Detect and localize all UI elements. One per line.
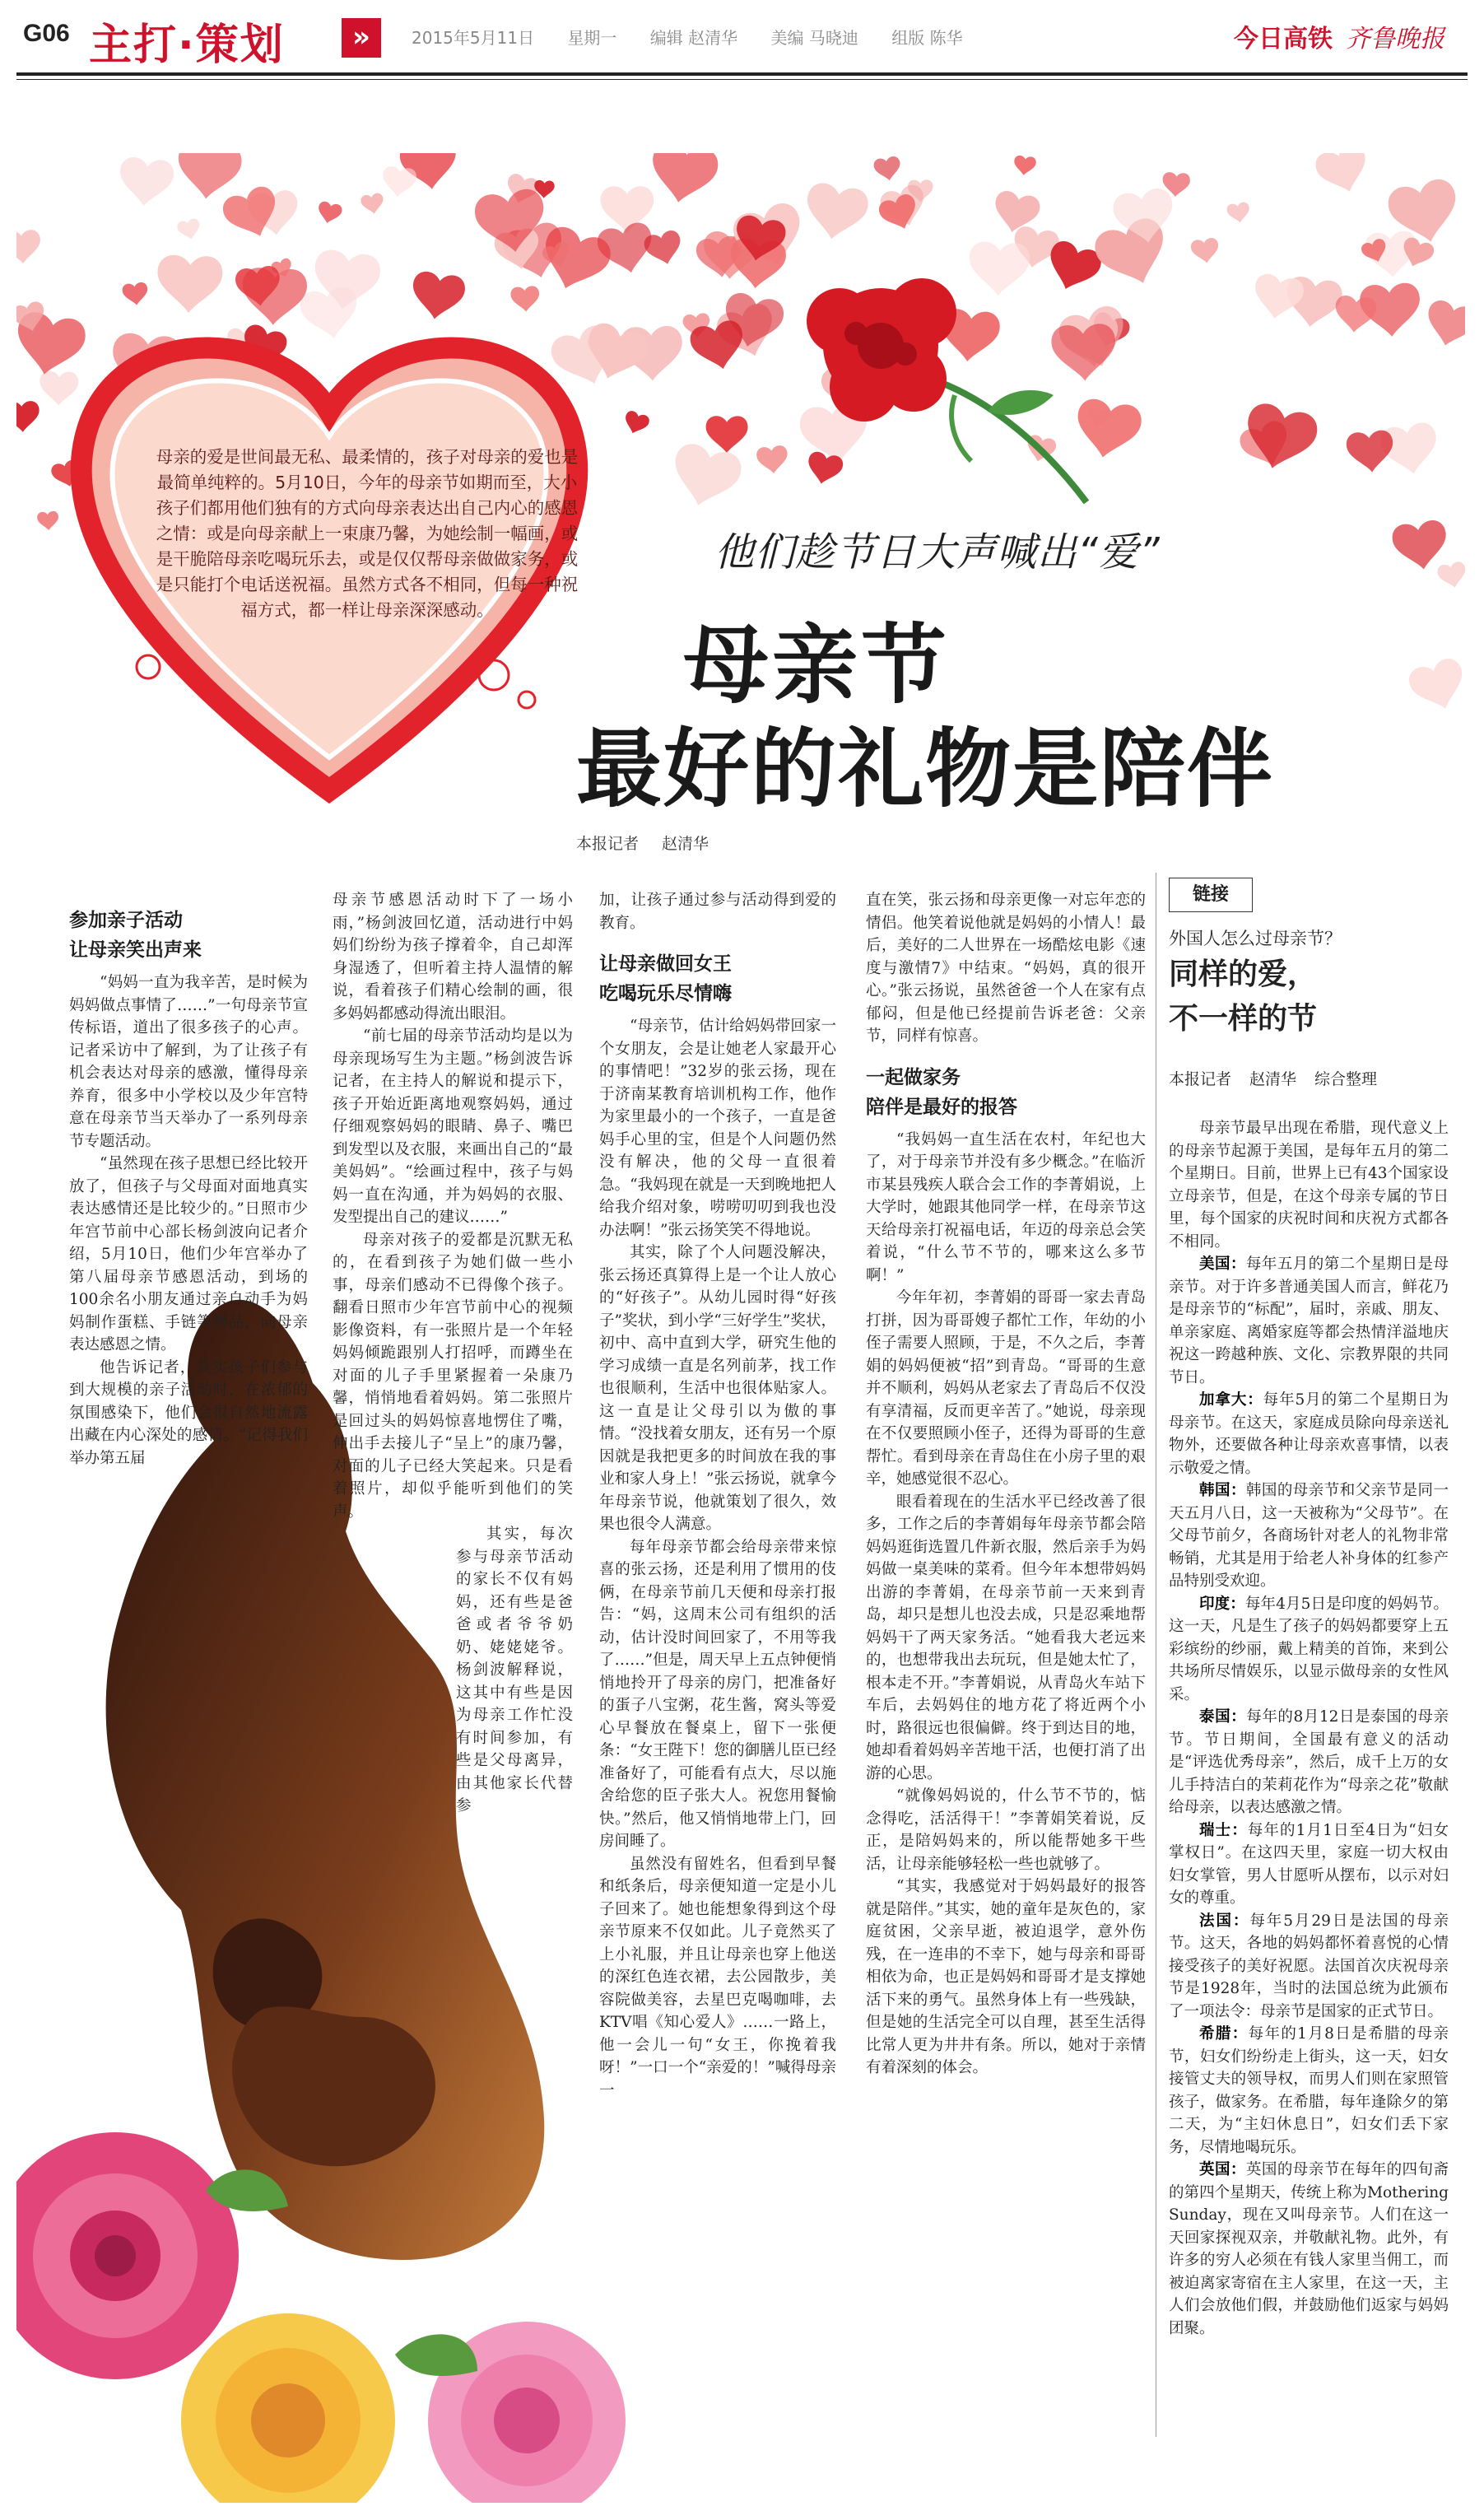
issue-meta <box>412 25 991 49</box>
country-name: 韩国： <box>1199 1482 1246 1499</box>
header-rule <box>16 72 1468 76</box>
paragraph: “前七届的母亲节活动均是以为母亲现场写生为主题。”杨剑波告诉记者，在主持人的解说和提示下，孩子开始近距离地观察妈妈，通过仔细观察妈妈的眼睛、鼻子、嘴巴到发型以及衣服，来画出自己的“最美妈妈”。“绘画过程中，孩子与妈妈一直在沟通，并为妈妈的衣服、发型提出自己的建议……” <box>333 1027 573 1226</box>
section-heading-2b: 吃喝玩乐尽情嗨 <box>599 983 732 1004</box>
paragraph: 加，让孩子通过参与活动得到爱的教育。 <box>599 892 836 932</box>
paragraph: 母亲节最早出现在希腊，现代意义上的母亲节起源于美国，是每年五月的第二个星期日。目前，世界上已有43个国家设立母亲节，但是，在这个母亲专属的节日里，每个国家的庆祝时间和庆祝方式都各不相同。 <box>1169 1120 1449 1251</box>
country-list <box>1169 1253 1449 2340</box>
art-credit: 美编 马晓迪 <box>770 28 858 48</box>
byline-name: 赵清华 <box>662 835 709 853</box>
carnation-illustration <box>790 255 1103 519</box>
paragraph: “其实，我感觉对于妈妈最好的报答就是陪伴。”其实，她的童年是灰色的，家庭贫困，父亲早逝，被迫退学，意外伤残，在一连串的不幸下，她与母亲和哥哥相依为命，也正是妈妈和哥哥才是支撑她活下来的勇气。虽然身体上有一些残缺，但是她的生活完全可以自理，甚至生活得比常人更为井井有条。所以，她对于亲情有着深刻的体会。 <box>866 1878 1146 2076</box>
country-name: 瑞士： <box>1199 1821 1248 1839</box>
country-item <box>1169 1910 1449 2024</box>
heart-shape <box>756 445 789 475</box>
country-text: 每年5月29日是法国的母亲节。这天，各地的妈妈都怀着喜悦的心情接受孩子的美好祝愿。法国首次庆祝母亲节是1928年，当时的法国总统为此颁布了一项法令：母亲节是国家的正式节日。 <box>1169 1912 1449 2020</box>
section-heading-2 <box>599 949 836 1009</box>
article-title-line1: 母亲节 <box>683 615 951 715</box>
paragraph: 母亲节感恩活动时下了一场小雨，”杨剑波回忆道，活动进行中妈妈们纷纷为孩子撑着伞，自己却浑身湿透了，但听着主持人温情的解说，看着孩子们精心绘制的画，很多妈妈都感动得流出眼泪。 <box>333 892 573 1023</box>
roses-illustration <box>16 2042 840 2503</box>
column-3 <box>599 889 836 2102</box>
heart-shape <box>1190 237 1221 265</box>
paragraph: 其实，每次参与母亲节活动的家长不仅有妈妈，还有些是爸爸或者爷爷奶奶、姥姥姥爷。杨剑波解释说，这其中有些是因为母亲工作忙没有时间参加，有些是父母离异，由其他家长代替参 <box>456 1526 573 1815</box>
heart-shape <box>705 416 747 453</box>
masthead-right <box>1234 18 1444 54</box>
article-title-line2: 最好的礼物是陪伴 <box>576 719 1275 819</box>
header-rule-thin <box>16 79 1468 80</box>
country-name: 法国： <box>1199 1912 1250 1930</box>
heart-shape <box>360 193 385 216</box>
country-text: 英国的母亲节在每年的四旬斋的第四个星期天，传统上称为Mothering Sunday，现在又叫母亲节。人们在这一天回家探视双亲，并敬献礼物。此外，有许多的穷人必须在有钱人家里当佣工，而被迫离家寄宿在主人家里，在这一天，主人们会放他们假，并鼓励他们返家与妈妈团聚。 <box>1169 2161 1449 2337</box>
paragraph: “就像妈妈说的，什么节不节的，惦念得吃，活活得干！”李菁娟笑着说，反正，是陪妈妈来的，所以能帮她多干些活，让母亲能够轻松一些也就够了。 <box>866 1787 1146 1873</box>
sidebar-question: 外国人怎么过母亲节？ <box>1169 929 1342 948</box>
heart-shape <box>117 156 175 208</box>
heart-shape <box>156 254 223 314</box>
heart-shape <box>646 153 721 208</box>
paragraph: 他告诉记者，其实孩子们参与到大规模的亲子活动时，在浓郁的氛围感染下，他们会很自然地流露出藏在内心深处的感情。“记得我们举办第五届 <box>69 1358 308 1467</box>
paragraph: “我妈妈一直生活在农村，年纪也大了，对于母亲节并没有多少概念。”在临沂市某县残疾人联合会工作的李菁娟说，上大学时，她跟其他同学一样，在母亲节这天给母亲打祝福电话，年迈的母亲总会笑着说，“什么节不节的，哪来这么多节啊！” <box>866 1130 1146 1284</box>
paper-logo: 齐鲁晚报 <box>1346 25 1444 54</box>
section-heading-3b: 陪伴是最好的报答 <box>866 1096 1017 1118</box>
country-item <box>1169 1819 1449 1910</box>
paragraph: 眼看着现在的生活水平已经改善了很多，工作之后的李菁娟每年母亲节都会陪妈妈逛街选置几件新衣服，然后亲手为妈妈做一桌美味的菜肴。但今年本想带妈妈出游的李菁娟，在母亲节前一天来到青岛，却只是想儿也没去成，只是忍乘地帮妈妈干了两天家务活。“她看我大老远来的，也想带我出去玩玩，但是她太忙了，根本走不开。”李菁娟说，从青岛火车站下车后，去妈妈住的地方花了将近两个小时，路很远也很偏僻。终于到达目的地，她却看着妈妈辛苦地干活，也便打消了出游的心思。 <box>866 1493 1146 1782</box>
section-title: 主打·策划 <box>89 21 285 70</box>
section-heading-1a: 参加亲子活动 <box>69 910 183 931</box>
country-text: 每年的1月8日是希腊的母亲节，妇女们纷纷走上街头，这一天，妇女接管丈夫的领导权，而男人们则在家照管孩子，做家务。在希腊，每年逢除夕的第二天，为“主妇休息日”，妇女们丢下家务，尽情地喝玩乐。 <box>1169 2025 1449 2156</box>
country-text: 每年4月5日是印度的妈妈节。这一天，凡是生了孩子的妈妈都要穿上五彩缤纷的纱丽，戴上精美的首饰，来到公共场所尽情娱乐，以显示做母亲的女性风采。 <box>1169 1595 1449 1703</box>
heart-shape <box>1346 429 1396 474</box>
heart-shape <box>990 189 1042 236</box>
country-text: 每年的8月12日是泰国的母亲节。节日期间，全国最有意义的活动是“评选优秀母亲”，然后，成千上万的女儿手持洁白的茉莉花作为“母亲之花”敬献给母亲，以表达感激之情。 <box>1169 1708 1449 1816</box>
heart-shape <box>122 282 150 306</box>
country-item <box>1169 2023 1449 2159</box>
heart-shape <box>1421 298 1465 352</box>
country-item <box>1169 1389 1449 1479</box>
sidebar-label: 链接 <box>1169 878 1253 912</box>
sidebar-headline-2: 不一样的节 <box>1169 1002 1318 1036</box>
section-heading-3a: 一起做家务 <box>866 1066 961 1088</box>
heart-shape <box>1333 295 1377 334</box>
country-item <box>1169 1253 1449 1389</box>
country-item <box>1169 2159 1449 2340</box>
country-name: 英国： <box>1199 2161 1246 2178</box>
heart-shape <box>621 409 651 437</box>
article-subtitle: 他们趁节日大声喊出“爱” <box>714 529 1161 575</box>
issue-date: 2015年5月11日 <box>412 28 535 48</box>
country-name: 加拿大： <box>1199 1391 1263 1409</box>
country-item <box>1169 1479 1449 1593</box>
column-1 <box>69 906 308 1470</box>
sidebar-byline-name: 赵清华 <box>1249 1070 1297 1088</box>
column-2 <box>333 889 573 1818</box>
heart-shape <box>1226 202 1252 225</box>
heart-shape <box>176 217 202 241</box>
paragraph: “虽然现在孩子思想已经比较开放了，但孩子与父母面对面地真实表达感情还是比较少的。”日照市少年宫节前中心部长杨剑波向记者介绍，5月10日，他们少年宫举办了第八届母亲节感恩活动，到场的100余名小朋友通过亲自动手为妈妈制作蛋糕、手链等物品，向母亲表达感恩之情。 <box>69 1155 308 1353</box>
section-arrow-icon: » <box>342 18 381 58</box>
heart-shape <box>381 165 418 198</box>
paragraph: “母亲节，估计给妈妈带回家一个女朋友，会是让她老人家最开心的事情吧！”32岁的张云扬，现在于济南某教育培训机构工作，他作为家里最小的一个孩子，一直是爸妈手心里的宝，但是个人问题仍然没有解决，他的父母一直很着急。“我妈现在就是一天到晚地把人给我介绍对象，唠唠叨叨到我也没办法啊！”张云扬笑笑不得地说。 <box>599 1018 836 1239</box>
country-name: 美国： <box>1199 1256 1246 1273</box>
heart-shape <box>666 440 745 514</box>
heart-shape <box>315 200 342 226</box>
country-text: 韩国的母亲节和父亲节是同一天五月八日，这一天被称为“父母节”。在父母节前夕，各商场针对老人的礼物非常畅销，尤其是用于给老人补身体的红参产品特别受欢迎。 <box>1169 1482 1449 1590</box>
heart-shape <box>510 286 541 313</box>
paragraph: 母亲对孩子的爱都是沉默无私的，在看到孩子为她们做一些小事，母亲们感动不已得像个孩子。翻看日照市少年宫节前中心的视频影像资料，有一张照片是一个年轻妈妈倾跪跟别人打招呼，而蹲坐在对面的儿子手里紧握着一朵康乃馨，悄悄地看着妈妈。第二张照片是回过头的妈妈惊喜地愣住了嘴，伸出手去接儿子“呈上”的康乃馨，对面的儿子已经大笑起来。只是看着照片，却似乎能听到他们的笑声。 <box>333 1231 573 1521</box>
section-heading-3 <box>866 1063 1146 1122</box>
section-heading-2a: 让母亲做回女王 <box>599 953 732 975</box>
country-text: 每年5月的第二个星期日为母亲节。在这天，家庭成员除向母亲送礼物外，还要做各种让母亲欢喜事情，以表示敬爱之情。 <box>1169 1391 1449 1477</box>
byline-label: 本报记者 <box>576 835 640 853</box>
country-name: 泰国： <box>1199 1708 1247 1726</box>
page-number: G06 <box>23 20 70 47</box>
heart-shape <box>872 156 902 183</box>
heart-shape <box>16 229 42 264</box>
paragraph: 其实，除了个人问题没解决，张云扬还真算得上是一个让人放心的“好孩子”。从幼儿园时得“好孩子”奖状，到小学“三好学生”奖状，初中、高中直到大学，研究生他的学习成绩一直是名列前茅，找工作也很顺利，生活中也很体贴家人。这一直是让父母引以为傲的事情。“没找着女朋友，还有另一个原因就是我把更多的时间放在我的事业和家人身上！”张云扬说，就拿今年母亲节说，他就策划了很久，效果也很令人满意。 <box>599 1244 836 1533</box>
heart-shape <box>802 181 871 245</box>
paragraph: 每年母亲节都会给母亲带来惊喜的张云扬，还是利用了惯用的伎俩，在母亲节前几天便和母亲打报告：“妈，这周末公司有组织的活动，估计没时间回家了，不用等我了……”但是，周天早上五点钟便悄悄地拎开了母亲的房门，把准备好的蛋子八宝粥，花生酱，窝头等爱心早餐放在餐桌上，留下一张便条：“女王陛下！您的御膳儿臣已经准备好了，可能看有点大，尽以施舍给您的臣子张大人。祝您用餐愉快。”然后，他又悄悄地带上门，回房间睡了。 <box>599 1538 836 1850</box>
heart-shape <box>174 153 244 202</box>
editor-credit: 编辑 赵清华 <box>649 28 738 48</box>
sidebar-column <box>1169 878 1449 2340</box>
heart-shape <box>1436 561 1465 590</box>
article-byline <box>576 832 709 854</box>
issue-weekday: 星期一 <box>567 28 617 48</box>
heart-shape <box>1390 519 1450 573</box>
country-item <box>1169 1706 1449 1819</box>
sidebar-byline <box>1169 1067 1449 1089</box>
sidebar-byline-label: 本报记者 <box>1169 1070 1232 1088</box>
intro-text: 母亲的爱是世间最无私、最柔情的，孩子对母亲的爱也是最简单纯粹的。5月10日，今年的母亲节如期而至，大小孩子们都用他们独有的方式向母亲表达出自己内心的感恩之情：或是向母亲献上一束康乃馨，为她绘制一幅画，或是干脆陪母亲吃喝玩乐去，或是仅仅帮母亲做做家务，或是只能打个电话送祝福。虽然方式各不相同，但每一种祝福方式，都一样让母亲深深感动。 <box>156 447 579 620</box>
column-4 <box>866 889 1146 2080</box>
country-name: 希腊： <box>1199 2025 1249 2043</box>
heart-shape <box>1313 153 1375 199</box>
heart-shape <box>1406 655 1465 717</box>
section-heading-1b: 让母亲笑出声来 <box>69 939 202 961</box>
paragraph: 虽然没有留姓名，但看到早餐和纸条后，母亲便知道一定是小儿子回来了。她也能想象得到这个母亲节原来不仅如此。儿子竟然买了上小礼服，并且让母亲也穿上他送的深红色连衣裙，去公园散步，美容院做美容，去星巴克喝咖啡，去KTV唱《知心爱人》……一路上，他一会儿一句“女王，你挽着我呀！”一口一个“亲爱的！”喊得母亲一 <box>599 1855 836 2099</box>
country-name: 印度： <box>1199 1595 1245 1613</box>
sidebar-byline-note: 综合整理 <box>1314 1070 1378 1088</box>
country-item <box>1169 1593 1449 1707</box>
country-text: 每年的1月1日至4日为“妇女掌权日”。在这四天里，家庭一切大权由妇女掌管，男人甘愿听从摆布，以示对妇女的尊重。 <box>1169 1821 1449 1907</box>
paragraph: 今年年初，李菁娟的哥哥一家去青岛打拼，因为哥哥嫂子都忙工作，年幼的小侄子需要人照顾，于是，不久之后，李菁娟的妈妈便被“招”到青岛。“哥哥的生意并不顺利，妈妈从老家去了青岛后不仅没有享清福，反而更辛苦了。”她说，母亲现在不仅要照顾小侄子，还得为哥哥的生意帮忙。看到母亲在青岛住在小房子里的艰辛，她感觉很不忍心。 <box>866 1289 1146 1488</box>
country-text: 每年五月的第二个星期日是母亲节。对于许多普通美国人而言，鲜花乃是母亲节的“标配”，届时，亲戚、朋友、单亲家庭、离婚家庭等都会热情洋溢地庆祝这一跨越种族、文化、宗教界限的共同节日。 <box>1169 1256 1449 1386</box>
paragraph: “妈妈一直为我辛苦，是时候为妈妈做点事情了……”一句母亲节宣传标语，道出了很多孩子的心声。记者采访中了解到，为了让孩子有机会表达对母亲的感激，懂得母亲养育，很多中小学校以及少年宫特意在母亲节当天举办了一系列母亲节专题活动。 <box>69 974 308 1150</box>
heart-shape <box>1012 155 1036 176</box>
column-label: 今日高铁 <box>1234 25 1333 54</box>
paragraph: 直在笑，张云扬和母亲更像一对忘年恋的情侣。他笑着说他就是妈妈的小情人！最后，美好的二人世界在一场酷炫电影《速度与激情7》中结束。“妈妈，真的很开心。”张云扬说，虽然爸爸一个人在家有点郁闷，但是他已经提前告诉老爸：父亲节，同样有惊喜。 <box>866 892 1146 1045</box>
section-heading-1 <box>69 906 308 965</box>
sidebar-headline-1: 同样的爱， <box>1169 957 1318 991</box>
layout-credit: 组版 陈华 <box>891 28 963 48</box>
